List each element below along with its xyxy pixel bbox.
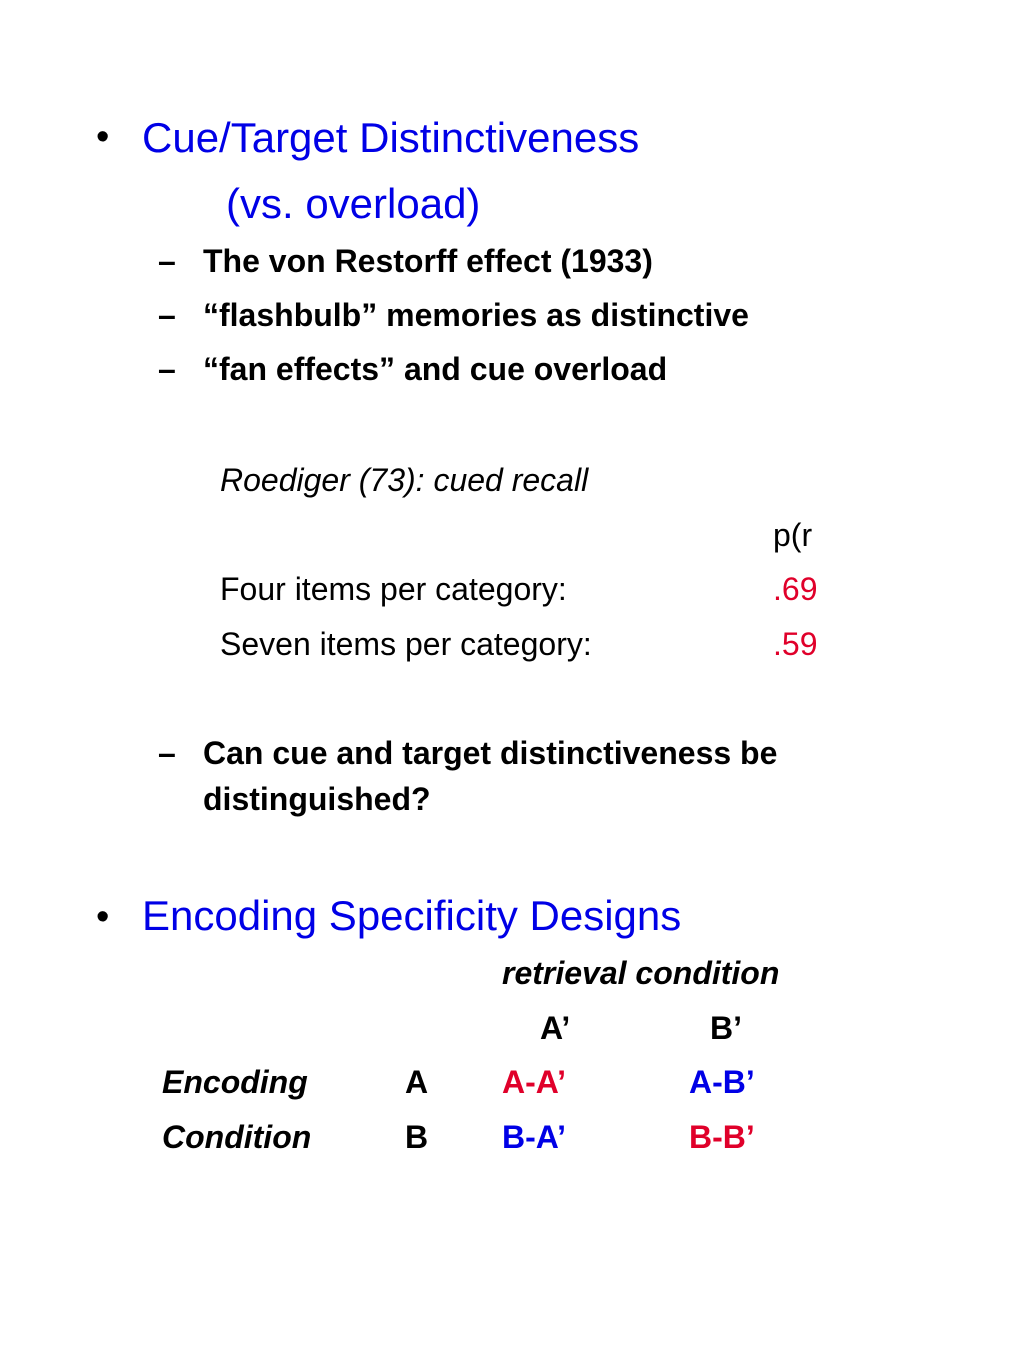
list-item: “flashbulb” memories as distinctive: [203, 297, 749, 333]
cell-a-a: A-A’: [502, 1064, 566, 1100]
section1-heading: Cue/Target Distinctiveness: [142, 114, 640, 161]
study-citation: Roediger (73): cued recall: [220, 462, 589, 498]
retrieval-condition-label: retrieval condition: [502, 955, 780, 991]
cell-b-b: B-B’: [689, 1119, 755, 1155]
dash-icon: –: [158, 297, 176, 333]
list-item: “fan effects” and cue overload: [203, 351, 668, 387]
value-seven: .59: [773, 626, 818, 662]
cell-b-a: B-A’: [502, 1119, 566, 1155]
condition-label: Condition: [162, 1119, 312, 1155]
row-label-a: A: [405, 1064, 429, 1100]
question-line1: Can cue and target distinctiveness be: [203, 735, 778, 771]
dash-icon: –: [158, 735, 176, 771]
row-label-b: B: [405, 1119, 429, 1155]
col-header-a: A’: [540, 1010, 571, 1046]
cell-a-b: A-B’: [689, 1064, 755, 1100]
bullet-icon: •: [96, 896, 110, 938]
dash-icon: –: [158, 243, 176, 279]
bullet-icon: •: [96, 116, 110, 158]
list-item: The von Restorff effect (1933): [203, 243, 653, 279]
row-label-four: Four items per category:: [220, 571, 567, 607]
value-four: .69: [773, 571, 818, 607]
question-line2: distinguished?: [203, 781, 431, 817]
encoding-label: Encoding: [162, 1064, 308, 1100]
section2-heading: Encoding Specificity Designs: [142, 892, 682, 939]
row-label-seven: Seven items per category:: [220, 626, 592, 662]
section1-heading-continued: (vs. overload): [226, 180, 481, 227]
col-header-b: B’: [710, 1010, 742, 1046]
column-header: p(r: [773, 517, 813, 553]
dash-icon: –: [158, 351, 176, 387]
